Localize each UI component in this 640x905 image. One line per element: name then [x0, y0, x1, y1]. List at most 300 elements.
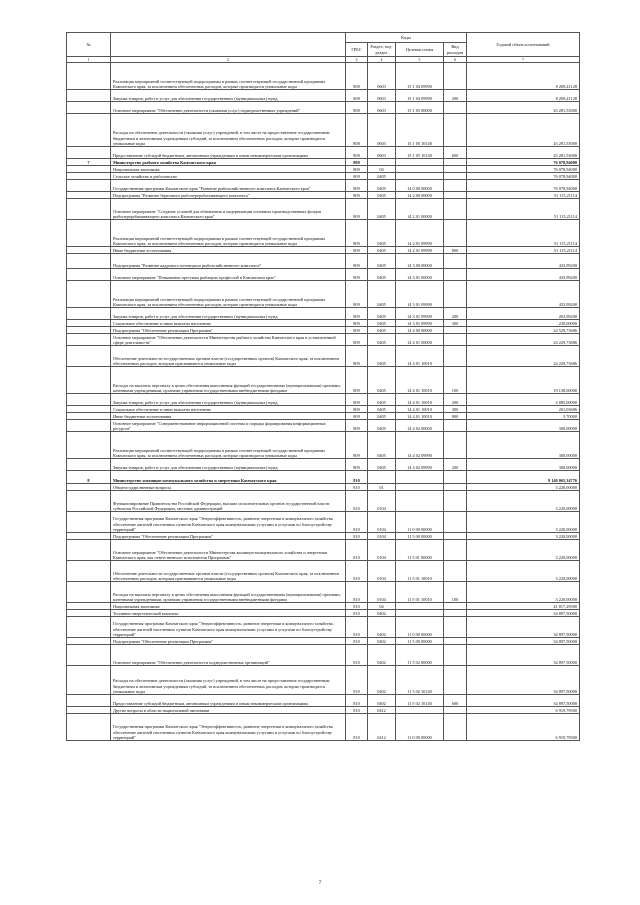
column-index: 6: [444, 57, 467, 63]
row-target-article: [396, 603, 444, 610]
row-expense-type: [444, 540, 467, 561]
row-number: [67, 180, 111, 192]
row-grbs: 810: [346, 561, 368, 582]
row-number: [67, 459, 111, 471]
row-name: Основное мероприятие "Совершенствование информационной системы и порядка формирования информационных ресурсов": [111, 420, 346, 432]
budget-table: [66, 32, 580, 741]
row-grbs: 810: [346, 582, 368, 603]
row-target-article: 14 4 02 09990: [396, 432, 444, 459]
row-name: Подпрограмма "Обеспечение реализации Программы": [111, 533, 346, 540]
row-amount: 34 897,50000: [467, 666, 580, 695]
table-row: [67, 406, 580, 413]
row-target-article: 14 3 01 09990: [396, 281, 444, 308]
row-target-article: 11 0 00 00000: [396, 714, 444, 741]
row-expense-type: [444, 102, 467, 114]
row-grbs: 809: [346, 308, 368, 320]
row-grbs: 810: [346, 491, 368, 512]
row-grbs: 810: [346, 714, 368, 741]
row-name: Министерство жилищно-коммунального хозяйства и энергетики Камчатского края: [111, 471, 346, 484]
row-number: [67, 102, 111, 114]
header-name: [111, 33, 346, 57]
row-expense-type: 600: [444, 695, 467, 707]
row-expense-type: [444, 114, 467, 147]
row-section: 0603: [368, 114, 396, 147]
row-number: [67, 491, 111, 512]
row-target-article: 14 0 00 00000: [396, 180, 444, 192]
row-amount: 76 078,94000: [467, 159, 580, 166]
row-target-article: [396, 491, 444, 512]
row-section: 0402: [368, 610, 396, 617]
row-grbs: 809: [346, 281, 368, 308]
table-row: [67, 334, 580, 346]
row-grbs: 810: [346, 610, 368, 617]
row-section: 0405: [368, 420, 396, 432]
row-amount: 41 817,29500: [467, 603, 580, 610]
row-amount: 24 229,73686: [467, 346, 580, 367]
row-name: Социальное обеспечение и иные выплаты населению: [111, 320, 346, 327]
row-section: 0603: [368, 147, 396, 159]
row-grbs: 809: [346, 159, 368, 166]
header-codes: Коды: [346, 33, 467, 43]
row-target-article: 15 1 04 09990: [396, 63, 444, 90]
row-target-article: 14 4 01 10010: [396, 413, 444, 420]
row-expense-type: [444, 180, 467, 192]
table-row: [67, 367, 580, 394]
row-amount: 51 115,21114: [467, 192, 580, 199]
row-expense-type: 300: [444, 320, 467, 327]
table-body: [67, 63, 580, 741]
table-row: [67, 617, 580, 638]
row-target-article: [396, 471, 444, 484]
row-amount: 51 115,21114: [467, 247, 580, 254]
row-expense-type: [444, 484, 467, 491]
row-number: 7: [67, 159, 111, 166]
row-number: [67, 406, 111, 413]
row-number: [67, 512, 111, 533]
table-row: [67, 247, 580, 254]
row-grbs: 808: [346, 102, 368, 114]
header-section: Раздел, под-раздел: [368, 43, 396, 57]
row-amount: 51 115,21114: [467, 220, 580, 247]
table-row: [67, 90, 580, 102]
row-section: 0405: [368, 459, 396, 471]
row-name: Государственная программа Камчатского края "Развитие рыбохозяйственного комплекса Камчатского края": [111, 180, 346, 192]
table-row: [67, 610, 580, 617]
row-section: 0405: [368, 320, 396, 327]
row-amount: 76 078,94000: [467, 166, 580, 173]
row-section: 0405: [368, 334, 396, 346]
row-amount: 76 078,94000: [467, 173, 580, 180]
row-section: 0104: [368, 533, 396, 540]
row-section: 0603: [368, 63, 396, 90]
row-expense-type: [444, 610, 467, 617]
row-name: Основное мероприятие "Обеспечение деятельности Министерства жилищно-коммунального хозяйства и энергетики Камчатского края, как ответственного исполнителя Программы": [111, 540, 346, 561]
row-name: Расходы на выплаты персоналу в целях обеспечения выполнения функций государственными (муниципальными) органами, казенными учреждениями, органами управления государственными внебюджетными фондами: [111, 582, 346, 603]
row-name: Обеспечение деятельности государственных органов власти (государственных органов) Камчатского края, за исключением обеспеченных расходов, которым присваиваются уникальные коды: [111, 561, 346, 582]
row-name: Обеспечение деятельности государственных органов власти (государственных органов) Камчатского края, за исключением обеспеченных расходов, которым присваиваются уникальные коды: [111, 346, 346, 367]
table-row: [67, 220, 580, 247]
row-grbs: 809: [346, 432, 368, 459]
row-amount: 300,00000: [467, 432, 580, 459]
row-name: Подпрограмма "Развитие кадрового потенциала рыбохозяйственного комплекса": [111, 254, 346, 269]
row-amount: 9 140 065,34776: [467, 471, 580, 484]
row-grbs: 810: [346, 707, 368, 714]
row-name: Закупка товаров, работ и услуг для обеспечения государственных (муниципальных) нужд: [111, 90, 346, 102]
row-section: [368, 471, 396, 484]
row-number: [67, 666, 111, 695]
row-grbs: 809: [346, 413, 368, 420]
row-section: 0405: [368, 394, 396, 406]
row-name: Основное мероприятие "Создание условий для обновления и модернизации основных производственных фондов рыбоперерабатывающего комплекса Камчатского края": [111, 199, 346, 220]
row-target-article: 14 3 01 00000: [396, 269, 444, 281]
row-expense-type: [444, 603, 467, 610]
row-section: 0104: [368, 540, 396, 561]
row-expense-type: 800: [444, 413, 467, 420]
row-name: Национальная экономика: [111, 603, 346, 610]
row-grbs: 809: [346, 420, 368, 432]
row-amount: 34 897,50000: [467, 645, 580, 666]
row-number: [67, 320, 111, 327]
row-grbs: 809: [346, 192, 368, 199]
row-expense-type: [444, 199, 467, 220]
row-grbs: 809: [346, 180, 368, 192]
row-grbs: 809: [346, 247, 368, 254]
row-name: Государственная программа Камчатского края "Энергоэффективность, развитие энергетики и коммунального хозяйства, обеспечение жителей населенных пунктов Камчатского края коммунальными услугами и услугами по благоустройству территорий": [111, 714, 346, 741]
row-target-article: 11 0 00 00000: [396, 512, 444, 533]
row-grbs: 808: [346, 63, 368, 90]
row-amount: 3 220,00000: [467, 512, 580, 533]
row-grbs: 810: [346, 666, 368, 695]
row-amount: 300,00000: [467, 420, 580, 432]
table-row: [67, 695, 580, 707]
column-index: 7: [467, 57, 580, 63]
row-amount: 4 885,00000: [467, 394, 580, 406]
row-target-article: [396, 166, 444, 173]
row-target-article: 15 1 05 00000: [396, 102, 444, 114]
row-section: 0405: [368, 254, 396, 269]
row-expense-type: 200: [444, 459, 467, 471]
row-section: 0412: [368, 714, 396, 741]
row-grbs: 809: [346, 406, 368, 413]
row-amount: 43 281,53000: [467, 102, 580, 114]
table-row: [67, 199, 580, 220]
row-expense-type: [444, 281, 467, 308]
row-expense-type: 100: [444, 582, 467, 603]
row-grbs: 810: [346, 512, 368, 533]
row-target-article: 14 3 00 00000: [396, 254, 444, 269]
row-name: Закупка товаров, работ и услуг для обеспечения государственных (муниципальных) нужд: [111, 308, 346, 320]
row-section: 04: [368, 166, 396, 173]
table-row: [67, 63, 580, 90]
row-number: [67, 63, 111, 90]
row-amount: 6 919,79500: [467, 707, 580, 714]
row-number: [67, 645, 111, 666]
row-amount: 19 138,00000: [467, 367, 580, 394]
row-section: 0405: [368, 199, 396, 220]
row-number: [67, 533, 111, 540]
row-target-article: 15 1 05 10140: [396, 114, 444, 147]
header-target: Целевая статья: [396, 43, 444, 57]
row-grbs: 809: [346, 394, 368, 406]
row-target-article: 15 1 05 10140: [396, 147, 444, 159]
row-name: Государственная программа Камчатского края "Энергоэффективность, развитие энергетики и коммунального хозяйства, обеспечение жителей населенных пунктов Камчатского края коммунальными услугами и услугами по благоустройству территорий": [111, 512, 346, 533]
row-section: 0405: [368, 220, 396, 247]
column-index: 4: [368, 57, 396, 63]
row-grbs: 810: [346, 695, 368, 707]
table-row: [67, 166, 580, 173]
row-grbs: 809: [346, 220, 368, 247]
row-amount: 24 529,73686: [467, 327, 580, 334]
row-number: [67, 603, 111, 610]
budget-document: [66, 32, 579, 741]
table-row: [67, 420, 580, 432]
row-expense-type: [444, 533, 467, 540]
table-row: [67, 603, 580, 610]
row-number: [67, 90, 111, 102]
row-grbs: 809: [346, 459, 368, 471]
row-grbs: 810: [346, 533, 368, 540]
row-name: Общегосударственные вопросы: [111, 484, 346, 491]
row-name: Основное мероприятие "Обеспечение деятельности подведомственных организаций": [111, 645, 346, 666]
row-amount: 8 208,41128: [467, 63, 580, 90]
row-grbs: 808: [346, 90, 368, 102]
row-expense-type: [444, 159, 467, 166]
row-amount: 201,03686: [467, 406, 580, 413]
row-section: 04: [368, 603, 396, 610]
row-section: 0405: [368, 367, 396, 394]
row-expense-type: [444, 269, 467, 281]
row-expense-type: [444, 173, 467, 180]
row-section: [368, 159, 396, 166]
row-target-article: 14 2 00 00000: [396, 192, 444, 199]
row-name: Функционирование Правительства Российской Федерации, высших исполнительных органов государственной власти субъектов Российской Федерации, местных администраций: [111, 491, 346, 512]
row-number: [67, 308, 111, 320]
table-row: [67, 147, 580, 159]
table-row: [67, 281, 580, 308]
row-name: Иные бюджетные ассигнования: [111, 413, 346, 420]
row-grbs: 809: [346, 320, 368, 327]
table-row: [67, 666, 580, 695]
row-number: [67, 247, 111, 254]
row-target-article: [396, 159, 444, 166]
row-target-article: 14 3 01 09990: [396, 320, 444, 327]
row-amount: 24 229,73686: [467, 334, 580, 346]
table-row: [67, 254, 580, 269]
row-name: Расходы на обеспечение деятельности (оказания услуг) учреждений, в том числе на предоставление государственным бюджетным и автономным учреждениям субсидий, за исключением обеспеченных расходов, которые производятся уникальные коды: [111, 666, 346, 695]
row-amount: 34 897,50000: [467, 695, 580, 707]
row-expense-type: [444, 334, 467, 346]
header-amount: Годовой объем ассигнований: [467, 33, 580, 57]
row-amount: 230,00000: [467, 320, 580, 327]
row-section: 0402: [368, 638, 396, 645]
row-name: Основное мероприятие "Обеспечение деятельности Министерства рыбного хозяйства Камчатского края в установленной сфере деятельности": [111, 334, 346, 346]
row-grbs: 808: [346, 147, 368, 159]
row-target-article: 14 4 00 00000: [396, 327, 444, 334]
row-expense-type: [444, 707, 467, 714]
row-grbs: 810: [346, 638, 368, 645]
row-target-article: 11 5 02 10140: [396, 666, 444, 695]
row-target-article: 14 4 01 10010: [396, 394, 444, 406]
row-number: [67, 638, 111, 645]
row-section: 0104: [368, 582, 396, 603]
row-number: [67, 617, 111, 638]
table-row: [67, 346, 580, 367]
row-target-article: 14 2 01 00000: [396, 199, 444, 220]
table-row: [67, 308, 580, 320]
row-amount: 3 220,00000: [467, 582, 580, 603]
row-target-article: 14 4 01 10010: [396, 346, 444, 367]
row-amount: 51 115,21114: [467, 199, 580, 220]
row-amount: 433,99200: [467, 281, 580, 308]
row-grbs: 809: [346, 166, 368, 173]
row-expense-type: [444, 63, 467, 90]
row-grbs: 810: [346, 484, 368, 491]
row-amount: 8 208,41128: [467, 90, 580, 102]
row-section: 0104: [368, 512, 396, 533]
row-target-article: [396, 707, 444, 714]
row-section: 0104: [368, 491, 396, 512]
row-number: [67, 582, 111, 603]
row-amount: 300,00000: [467, 459, 580, 471]
row-expense-type: [444, 420, 467, 432]
row-amount: 76 078,94000: [467, 180, 580, 192]
row-number: [67, 413, 111, 420]
row-amount: 43 281,53000: [467, 114, 580, 147]
table-row: [67, 533, 580, 540]
row-amount: 433,99200: [467, 269, 580, 281]
row-section: 0405: [368, 180, 396, 192]
row-target-article: 11 5 00 00000: [396, 638, 444, 645]
row-number: 8: [67, 471, 111, 484]
row-name: Сельское хозяйство и рыболовство: [111, 173, 346, 180]
row-name: Расходы на обеспечение деятельности (оказания услуг) учреждений, в том числе на предоставление государственным бюджетным и автономным учреждениям субсидий, за исключением обеспеченных расходов, которые производятся уникальные коды: [111, 114, 346, 147]
table-row: [67, 491, 580, 512]
row-name: Государственная программа Камчатского края "Энергоэффективность, развитие энергетики и коммунального хозяйства, обеспечение жителей населенных пунктов Камчатского края коммунальными услугами и услугами по благоустройству территорий": [111, 617, 346, 638]
row-section: 0405: [368, 173, 396, 180]
row-section: 0405: [368, 432, 396, 459]
row-name: Другие вопросы в области национальной экономики: [111, 707, 346, 714]
row-expense-type: [444, 491, 467, 512]
table-row: [67, 471, 580, 484]
row-grbs: 810: [346, 645, 368, 666]
column-index: 1: [67, 57, 111, 63]
row-target-article: 14 2 01 09990: [396, 247, 444, 254]
row-name: Предоставление субсидий бюджетным, автономным учреждениям и иным некоммерческим организациям: [111, 147, 346, 159]
row-section: 0405: [368, 192, 396, 199]
row-number: [67, 707, 111, 714]
row-expense-type: 300: [444, 406, 467, 413]
row-target-article: 11 5 01 10010: [396, 582, 444, 603]
row-amount: 34 897,50000: [467, 617, 580, 638]
row-section: 0405: [368, 406, 396, 413]
row-section: 0603: [368, 90, 396, 102]
row-section: 0402: [368, 695, 396, 707]
table-row: [67, 114, 580, 147]
row-name: Реализация мероприятий соответствующей подпрограммы в рамках соответствующей государственной программы Камчатского края, за исключением обеспеченных расходов, которые производятся уникальные коды: [111, 281, 346, 308]
table-row: [67, 159, 580, 166]
row-name: Национальная экономика: [111, 166, 346, 173]
row-name: Реализация мероприятий соответствующей подпрограммы в рамках соответствующей государственной программы Камчатского края, за исключением обеспеченных расходов, которые производятся уникальные коды: [111, 220, 346, 247]
row-number: [67, 199, 111, 220]
row-target-article: 11 5 01 00000: [396, 540, 444, 561]
row-target-article: [396, 173, 444, 180]
row-name: Реализация мероприятий соответствующей подпрограммы в рамках соответствующей государственной программы Камчатского края, за исключением обеспеченных расходов, которые производятся уникальные коды: [111, 432, 346, 459]
row-number: [67, 346, 111, 367]
row-expense-type: [444, 471, 467, 484]
row-expense-type: [444, 254, 467, 269]
table-row: [67, 540, 580, 561]
row-section: 0402: [368, 645, 396, 666]
table-row: [67, 394, 580, 406]
table-row: [67, 320, 580, 327]
row-number: [67, 192, 111, 199]
row-amount: 6 919,79500: [467, 714, 580, 741]
row-target-article: [396, 610, 444, 617]
row-name: Основное мероприятие "Повышение престижа рыбацких профессий в Камчатском крае": [111, 269, 346, 281]
row-number: [67, 484, 111, 491]
row-expense-type: 800: [444, 247, 467, 254]
row-target-article: 14 2 01 09990: [396, 220, 444, 247]
row-expense-type: [444, 638, 467, 645]
row-amount: 34 897,50000: [467, 638, 580, 645]
row-target-article: 11 5 02 00000: [396, 645, 444, 666]
row-expense-type: [444, 432, 467, 459]
row-number: [67, 394, 111, 406]
row-grbs: 809: [346, 367, 368, 394]
row-number: [67, 114, 111, 147]
table-row: [67, 180, 580, 192]
row-grbs: 808: [346, 114, 368, 147]
row-number: [67, 254, 111, 269]
row-grbs: 809: [346, 346, 368, 367]
row-number: [67, 420, 111, 432]
row-expense-type: [444, 327, 467, 334]
table-row: [67, 582, 580, 603]
row-number: [67, 695, 111, 707]
row-target-article: 11 0 00 00000: [396, 617, 444, 638]
row-number: [67, 334, 111, 346]
header-number: №: [67, 33, 111, 57]
table-row: [67, 459, 580, 471]
row-amount: 3 220,00000: [467, 540, 580, 561]
row-amount: 203,99200: [467, 308, 580, 320]
row-expense-type: [444, 192, 467, 199]
row-amount: 3 220,00000: [467, 533, 580, 540]
row-expense-type: 100: [444, 367, 467, 394]
table-row: [67, 512, 580, 533]
row-name: Расходы на выплаты персоналу в целях обеспечения выполнения функций государственными (муниципальными) органами, казенными учреждениями, органами управления государственными внебюджетными фондами: [111, 367, 346, 394]
row-number: [67, 561, 111, 582]
row-section: 0104: [368, 561, 396, 582]
row-number: [67, 327, 111, 334]
row-expense-type: [444, 561, 467, 582]
table-row: [67, 714, 580, 741]
row-name: Подпрограмма "Обеспечение реализации Программы": [111, 327, 346, 334]
table-row: [67, 413, 580, 420]
row-name: Реализация мероприятий соответствующей подпрограммы в рамках соответствующей государственной программы Камчатского края, за исключением обеспеченных расходов, которые производятся уникальные коды: [111, 63, 346, 90]
row-section: 0405: [368, 269, 396, 281]
table-row: [67, 269, 580, 281]
row-grbs: 810: [346, 603, 368, 610]
row-amount: 5,70000: [467, 413, 580, 420]
row-target-article: 14 4 01 10010: [396, 367, 444, 394]
row-grbs: 810: [346, 540, 368, 561]
row-expense-type: [444, 645, 467, 666]
row-number: [67, 166, 111, 173]
row-section: 0405: [368, 413, 396, 420]
table-row: [67, 645, 580, 666]
row-target-article: 11 5 02 10140: [396, 695, 444, 707]
